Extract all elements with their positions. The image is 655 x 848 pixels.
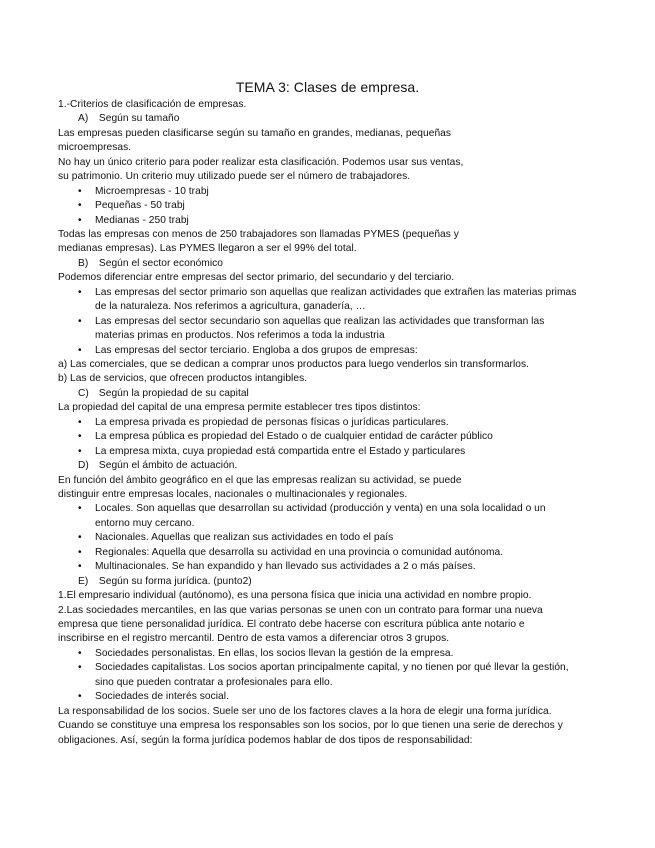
bullet-icon: • [78,214,82,226]
section-letter: C) [78,387,89,399]
bullet-text-line: Pequeñas - 50 trabj [95,200,185,212]
bullet-item [58,214,618,228]
bullet-text-line: La empresa pública es propiedad del Estado o de cualquier entidad de carácter público [95,431,493,443]
bullet-text-line: Las empresas del sector terciario. Engloba a dos grupos de empresas: [95,344,418,356]
bullet-icon: • [78,200,82,212]
bullet-text [95,344,618,358]
bullet-text [95,546,618,560]
bullet-item [58,546,618,560]
bullet-item [58,502,618,531]
section-letter: D) [78,460,89,472]
section-heading [58,257,618,271]
bullet-icon: • [78,532,82,544]
document-body [58,98,618,748]
bullet-text [95,315,618,344]
section-letter: E) [78,575,89,587]
bullet-item [58,185,618,199]
section-heading-text: Según el ámbito de actuación. [96,460,238,472]
section-heading [58,112,618,126]
bullet-icon: • [78,344,82,356]
paragraph-line: inscribirse en el registro mercantil. Dentro de esta vamos a diferenciar otros 3 grupos. [58,633,450,645]
bullet-text-line: Las empresas del sector secundario son aquellas que realizan las actividades que transforman las [95,315,545,327]
paragraph-line: 2.Las sociedades mercantiles, en las que varias personas se unen con un contrato para formar una nueva [58,604,543,616]
paragraph-line: La propiedad del capital de una empresa permite establecer tres tipos distintos: [58,402,421,414]
bullet-text [95,416,618,430]
bullet-icon: • [78,445,82,457]
bullet-icon: • [78,561,82,573]
bullet-item [58,445,618,459]
bullet-text-line: Locales. Son aquellas que desarrollan su actividad (producción y venta) en una sola localidad o un [95,503,546,515]
bullet-text-line: Sociedades capitalistas. Los socios aportan principalmente capital, y no tienen por qué llevar la gestión, [95,662,569,674]
section-heading-text: Según su tamaño [96,113,180,125]
paragraph-line: obligaciones. Así, según la forma jurídica podemos hablar de dos tipos de responsabilidad: [58,734,473,746]
bullet-text-line: Medianas - 250 trabj [95,214,189,226]
section-letter: A) [78,113,89,125]
bullet-text-line: de la naturaleza. Nos referimos a agricultura, ganadería, … [95,301,366,313]
paragraph-line: b) Las de servicios, que ofrecen productos intangibles. [58,373,308,385]
bullet-text-line: La empresa mixta, cuya propiedad está compartida entre el Estado y particulares [95,445,466,457]
bullet-text [95,531,618,545]
bullet-icon: • [78,691,82,703]
bullet-item [58,531,618,545]
bullet-item [58,560,618,574]
bullet-icon: • [78,546,82,558]
bullet-icon: • [78,647,82,659]
paragraph-line: Podemos diferenciar entre empresas del sector primario, del secundario y del terciario. [58,272,455,284]
bullet-icon: • [78,185,82,197]
bullet-item [58,199,618,213]
paragraph-line: microempresas. [58,142,132,154]
bullet-text-line: Sociedades personalistas. En ellas, los socios llevan la gestión de la empresa. [95,647,454,659]
bullet-text-line: Regionales: Aquella que desarrolla su actividad en una provincia o comunidad autónoma. [95,546,504,558]
paragraph-line: a) Las comerciales, que se dedican a comprar unos productos para luego venderlos sin transformarlos. [58,359,530,370]
section-heading [58,459,618,473]
paragraph-line: 1.-Criterios de clasificación de empresas. [58,99,247,110]
bullet-text [95,647,618,661]
paragraph-line: medianas empresas). Las PYMES llegaron a ser el 99% del total. [58,243,357,255]
section-heading-text: Según su forma jurídica. (punto2) [96,575,252,587]
bullet-text-line: Multinacionales. Se han expandido y han llevado sus actividades a 2 o más países. [95,561,476,573]
section-letter: B) [78,257,89,269]
bullet-text [95,430,618,444]
section-heading-text: Según el sector económico [96,257,224,269]
bullet-icon: • [78,662,82,674]
bullet-item [58,661,618,690]
bullet-text-line: Microempresas - 10 trabj [95,185,209,197]
bullet-text [95,445,618,459]
section-heading [58,387,618,401]
paragraph-line: su patrimonio. Un criterio muy utilizado puede ser el número de trabajadores. [58,171,411,183]
bullet-text-line: materias primas en productos. Nos referimos a toda la industria [95,330,385,342]
paragraph-line: Todas las empresas con menos de 250 trabajadores son llamadas PYMES (pequeñas y [58,228,459,240]
bullet-item [58,315,618,344]
bullet-text [95,185,618,199]
bullet-item [58,286,618,315]
bullet-text-line: La empresa privada es propiedad de personas físicas o jurídicas particulares. [95,416,449,428]
section-heading [58,575,618,589]
paragraph-line: 1.El empresario individual (autónomo), es una persona física que inicia una actividad en nombre propio. [58,590,532,602]
bullet-item [58,690,618,704]
bullet-item [58,430,618,444]
bullet-text-line: Las empresas del sector primario son aquellas que realizan actividades que extrañen las materias primas [95,286,577,298]
bullet-text [95,286,618,315]
bullet-icon: • [78,286,82,298]
bullet-item [58,416,618,430]
document-title: TEMA 3: Clases de empresa. [235,79,420,95]
paragraph-line: No hay un único criterio para poder realizar esta clasificación. Podemos usar sus ventas, [58,156,464,168]
section-heading-text: Según la propiedad de su capital [96,387,249,399]
bullet-icon: • [78,431,82,443]
bullet-text [95,661,618,690]
paragraph-line: empresa que tiene personalidad jurídica. El contrato debe hacerse con escritura pública ante notario e [58,619,525,630]
bullet-text-line: Sociedades de interés social. [95,691,229,703]
paragraph-line: Cuando se constituye una empresa los responsables son los socios, por lo que tienen una serie de derechos y [58,720,563,732]
bullet-icon: • [78,315,82,327]
bullet-icon: • [78,503,82,515]
bullet-text [95,502,618,531]
paragraph-line: Las empresas pueden clasificarse según su tamaño en grandes, medianas, pequeñas [58,127,452,139]
bullet-item [58,344,618,358]
paragraph-line: La responsabilidad de los socios. Suele ser uno de los factores claves a la hora de elegir una forma jurídica. [58,705,552,717]
bullet-item [58,647,618,661]
bullet-text [95,199,618,213]
bullet-text-line: entorno muy cercano. [95,517,195,529]
paragraph-line: En función del ámbito geográfico en el que las empresas realizan su actividad, se puede [58,474,462,486]
paragraph-line: distinguir entre empresas locales, nacionales o multinacionales y regionales. [58,488,408,500]
bullet-text [95,690,618,704]
bullet-text-line: sino que pueden contratar a profesionales para ello. [95,676,333,688]
bullet-text [95,214,618,228]
bullet-text-line: Nacionales. Aquellas que realizan sus actividades en todo el país [95,532,394,544]
bullet-text [95,560,618,574]
bullet-icon: • [78,416,82,428]
